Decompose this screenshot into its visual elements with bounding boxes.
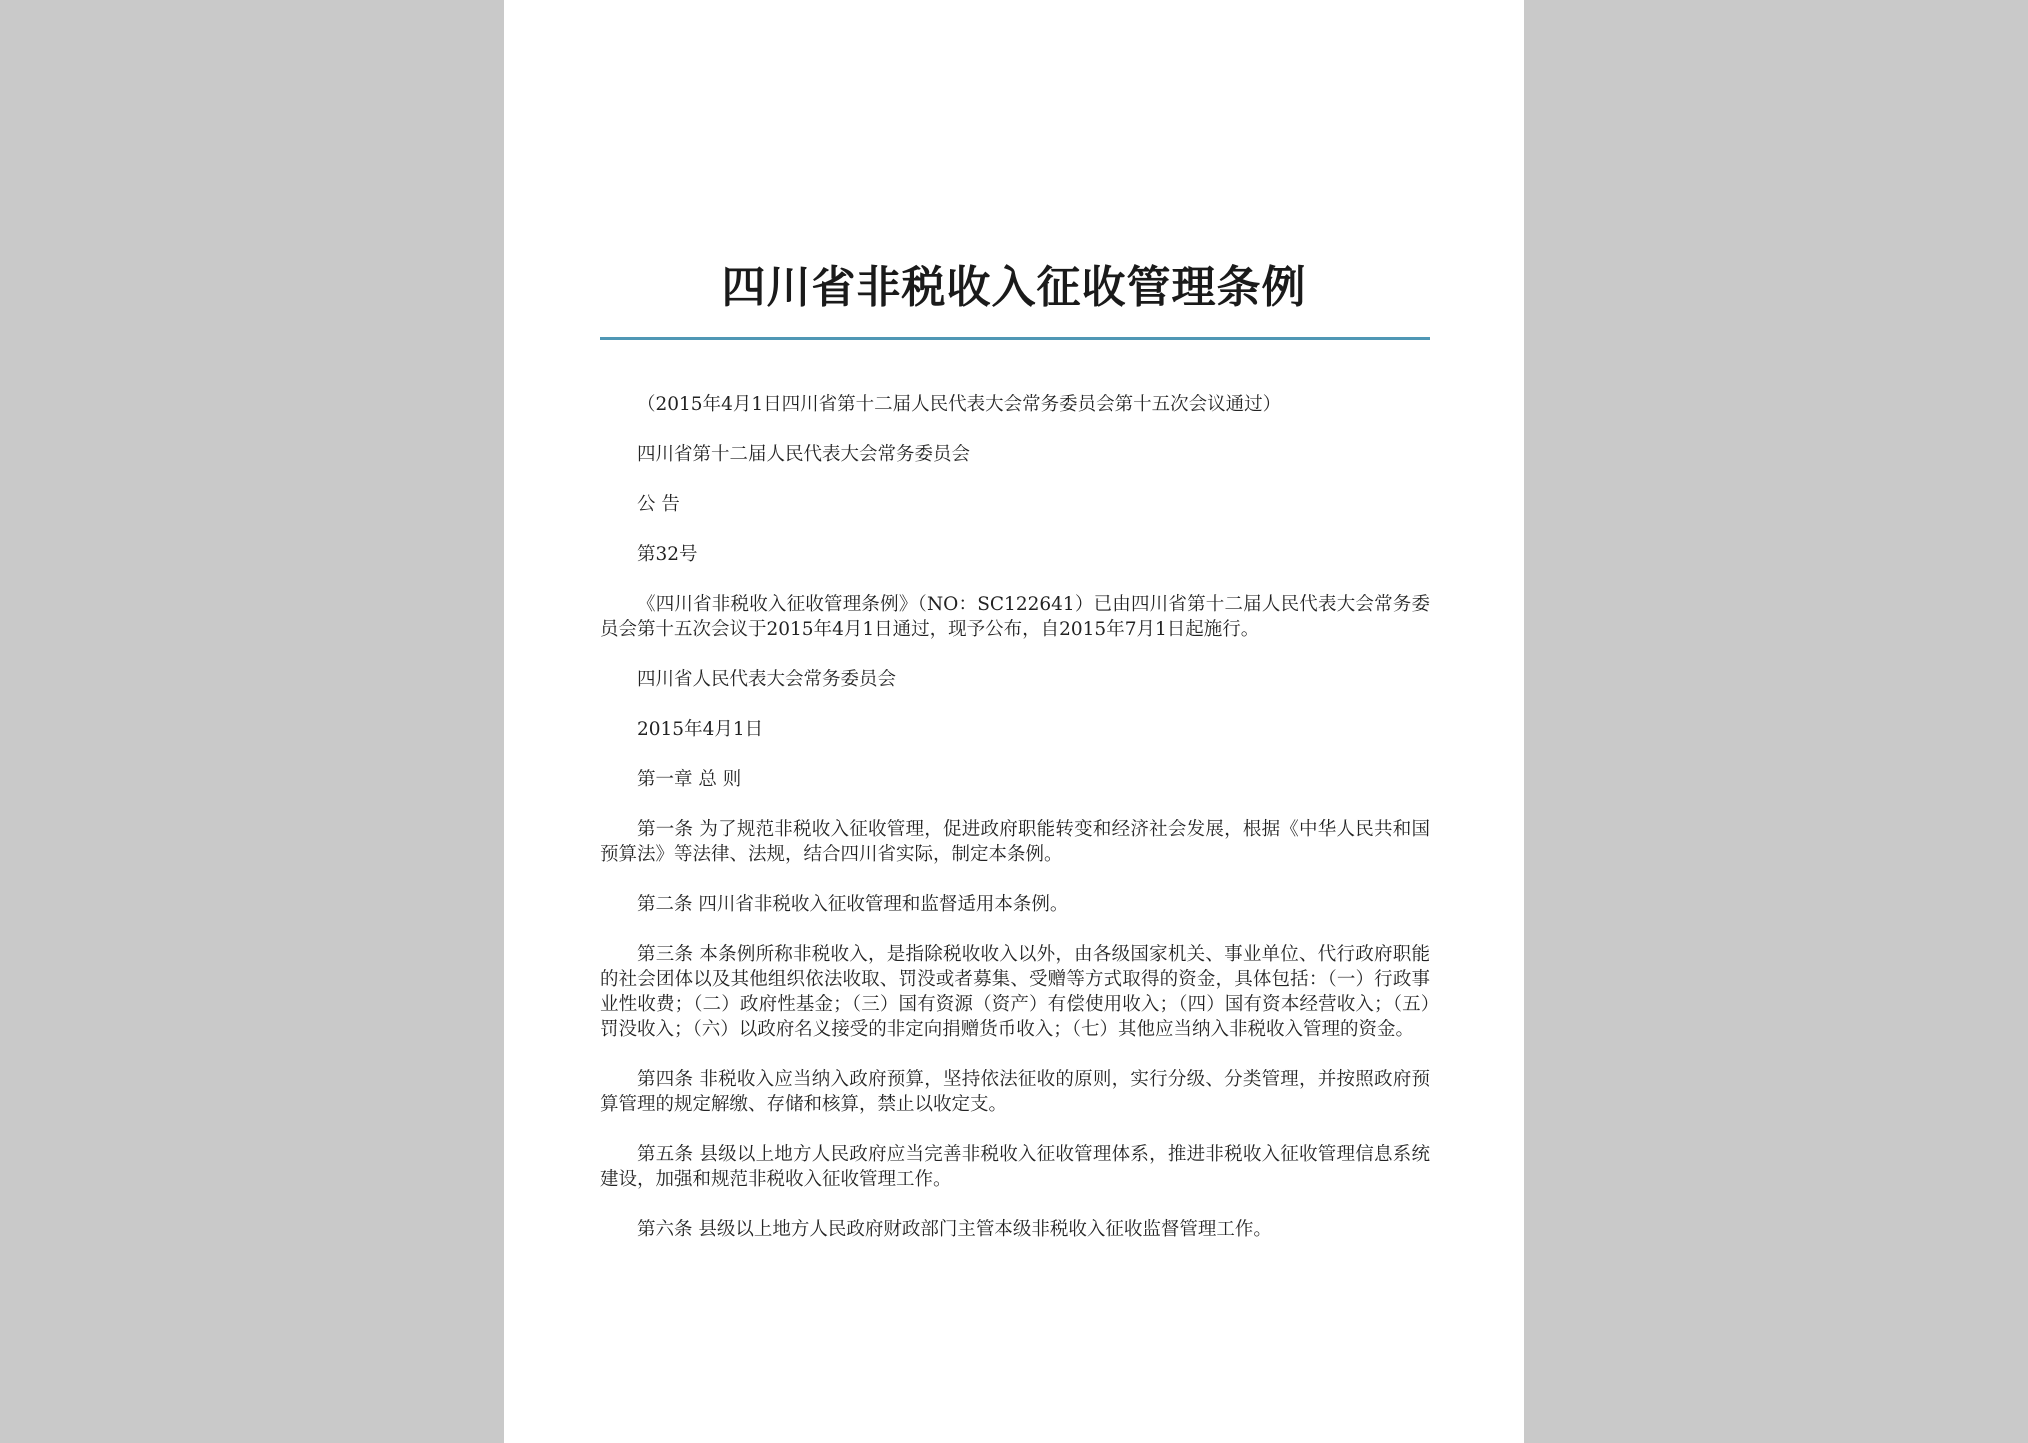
announcement-date: 2015年4月1日 bbox=[637, 719, 764, 740]
article-4: 第四条 非税收入应当纳入政府预算，坚持依法征收的原则，实行分级、分类管理，并按照政府预算管理的规定解缴、存储和核算，禁止以收定支。 bbox=[600, 1069, 1430, 1115]
issuing-body: 四川省第十二届人民代表大会常务委员会 bbox=[637, 444, 971, 465]
article-6: 第六条 县级以上地方人民政府财政部门主管本级非税收入征收监督管理工作。 bbox=[637, 1219, 1272, 1240]
announcement-text: 《四川省非税收入征收管理条例》（NO：SC122641）已由四川省第十二届人民代表大会常务委员会第十五次会议于2015年4月1日通过，现予公布，自2015年7月1日起施行。 bbox=[600, 594, 1430, 640]
document-title: 四川省非税收入征收管理条例 bbox=[721, 262, 1307, 313]
chapter-heading: 第一章 总 则 bbox=[637, 769, 742, 790]
document-page bbox=[504, 0, 1524, 1443]
adoption-note: （2015年4月1日四川省第十二届人民代表大会常务委员会第十五次会议通过） bbox=[637, 394, 1282, 415]
announcement-heading: 公 告 bbox=[637, 494, 680, 515]
signatory: 四川省人民代表大会常务委员会 bbox=[637, 669, 897, 690]
article-1: 第一条 为了规范非税收入征收管理，促进政府职能转变和经济社会发展，根据《中华人民共和国预算法》等法律、法规，结合四川省实际，制定本条例。 bbox=[600, 819, 1430, 865]
title-divider bbox=[600, 337, 1430, 340]
article-2: 第二条 四川省非税收入征收管理和监督适用本条例。 bbox=[637, 894, 1069, 915]
article-5: 第五条 县级以上地方人民政府应当完善非税收入征收管理体系，推进非税收入征收管理信息系统建设，加强和规范非税收入征收管理工作。 bbox=[600, 1144, 1430, 1190]
document-body bbox=[600, 392, 1430, 1267]
announcement-number: 第32号 bbox=[637, 544, 698, 565]
article-3: 第三条 本条例所称非税收入，是指除税收收入以外，由各级国家机关、事业单位、代行政府职能的社会团体以及其他组织依法收取、罚没或者募集、受赠等方式取得的资金，具体包括：（一）行政事业性收费；（二）政府性基金；（三）国有资源（资产）有偿使用收入；（四）国有资本经营收入；（五）罚没收入；（六）以政府名义接受的非定向捐赠货币收入；（七）其他应当纳入非税收入管理的资金。 bbox=[600, 944, 1430, 1040]
